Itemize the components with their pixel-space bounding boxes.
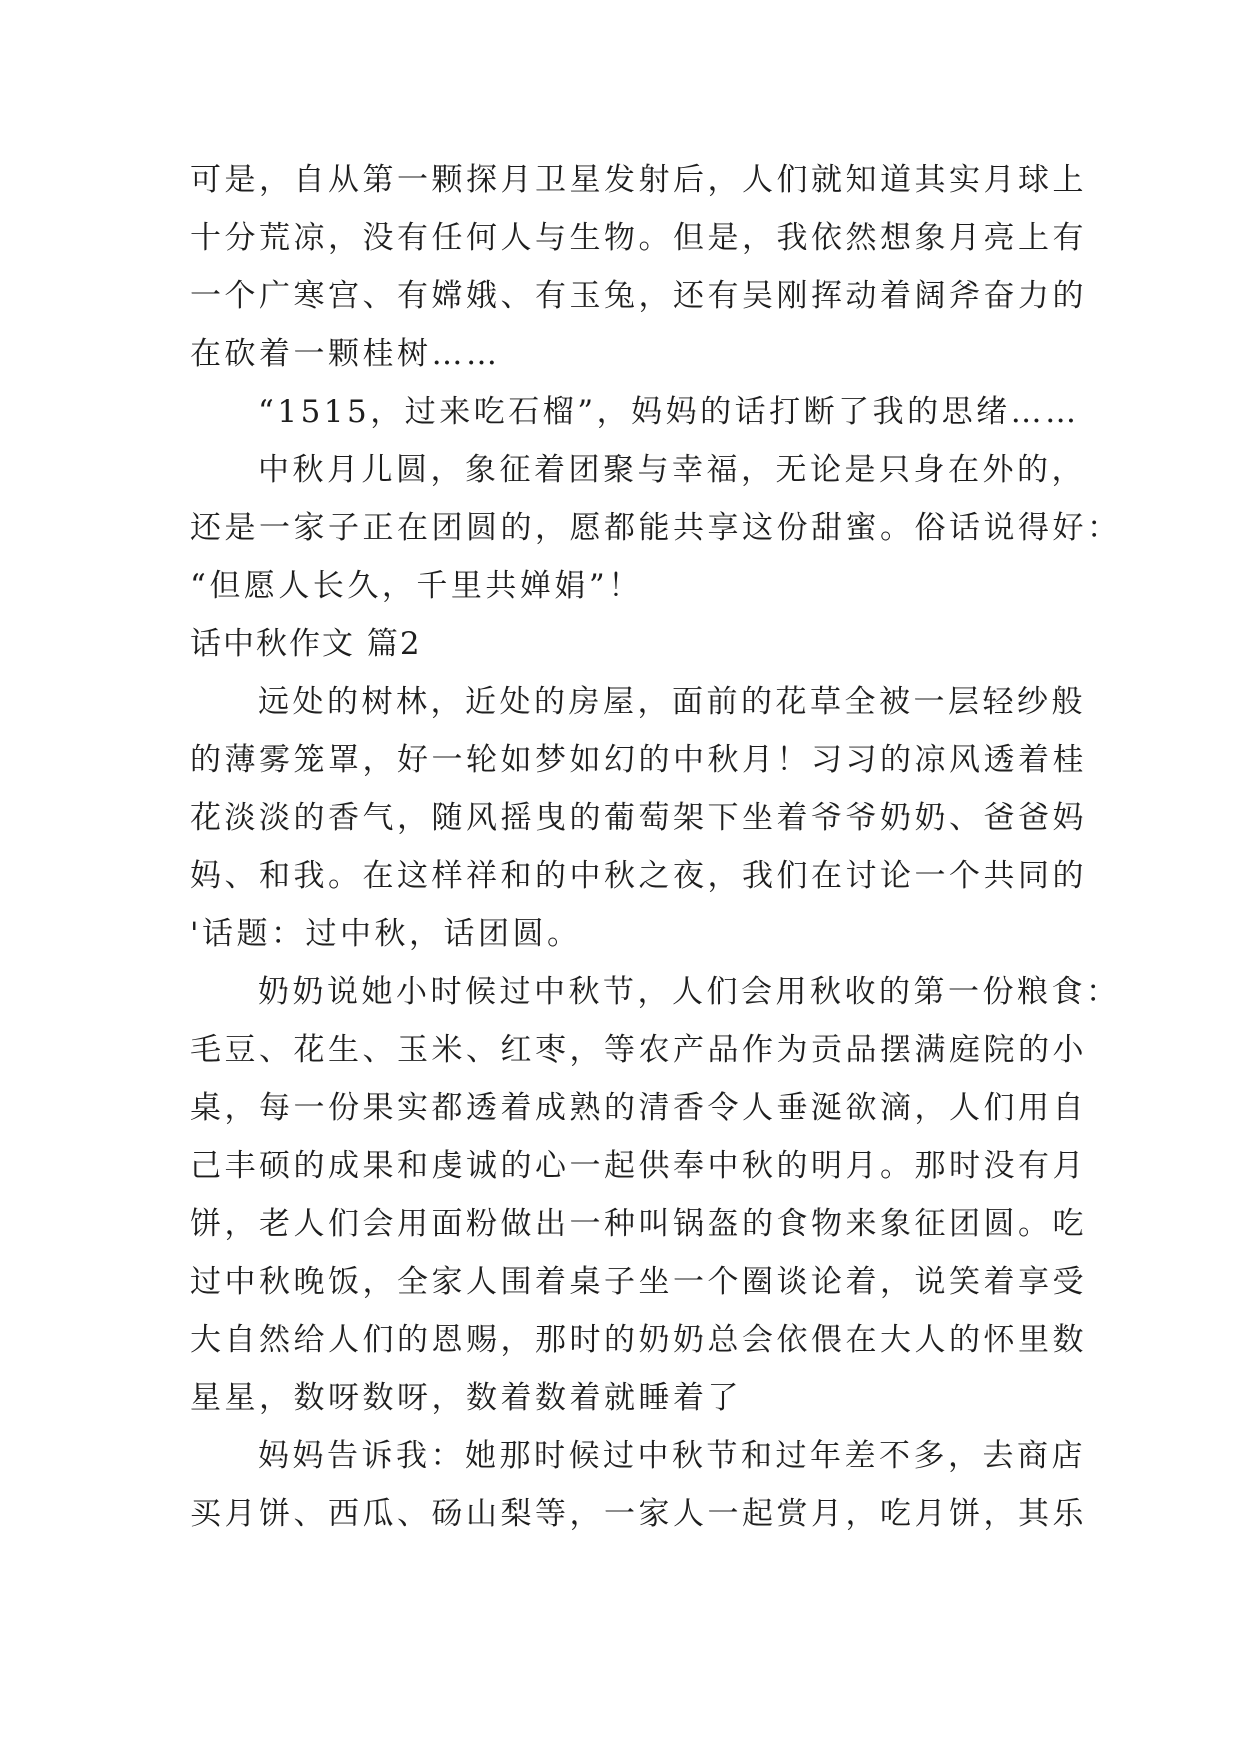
text-line: “但愿人长久，千里共婵娟”！ [190, 568, 643, 604]
text-line: '话题：过中秋，话团圆。 [190, 916, 582, 952]
text-line: 花淡淡的香气，随风摇曳的葡萄架下坐着爷爷奶奶、爸爸妈 [190, 800, 1087, 836]
text-line: 的薄雾笼罩，好一轮如梦如幻的中秋月！习习的凉风透着桂 [190, 742, 1087, 778]
text-line: 买月饼、西瓜、砀山梨等，一家人一起赏月，吃月饼，其乐 [190, 1496, 1087, 1532]
text-line: 大自然给人们的恩赐，那时的奶奶总会依偎在大人的怀里数 [190, 1322, 1087, 1358]
text-line: 奶奶说她小时候过中秋节，人们会用秋收的第一份粮食： [258, 974, 1121, 1010]
text-line: 星星，数呀数呀，数着数着就睡着了 [190, 1380, 742, 1416]
text-line: 一个广寒宫、有嫦娥、有玉兔，还有吴刚挥动着阔斧奋力的 [190, 278, 1087, 314]
text-line: “1515，过来吃石榴”，妈妈的话打断了我的思绪…… [258, 394, 1080, 430]
text-line: 还是一家子正在团圆的，愿都能共享这份甜蜜。俗话说得好： [190, 510, 1122, 546]
text-line: 毛豆、花生、玉米、红枣，等农产品作为贡品摆满庭院的小 [190, 1032, 1087, 1068]
text-line: 远处的树林，近处的房屋，面前的花草全被一层轻纱般 [258, 684, 1086, 720]
text-line: 己丰硕的成果和虔诚的心一起供奉中秋的明月。那时没有月 [190, 1148, 1087, 1184]
text-line: 过中秋晚饭，全家人围着桌子坐一个圈谈论着，说笑着享受 [190, 1264, 1087, 1300]
text-line: 在砍着一颗桂树…… [190, 336, 501, 372]
section-heading: 话中秋作文 篇2 [190, 626, 422, 662]
text-line: 十分荒凉，没有任何人与生物。但是，我依然想象月亮上有 [190, 220, 1087, 256]
text-line: 饼，老人们会用面粉做出一种叫锅盔的食物来象征团圆。吃 [190, 1206, 1087, 1242]
text-line: 妈、和我。在这样祥和的中秋之夜，我们在讨论一个共同的 [190, 858, 1087, 894]
text-line: 中秋月儿圆，象征着团聚与幸福，无论是只身在外的， [258, 452, 1086, 488]
text-line: 可是，自从第一颗探月卫星发射后，人们就知道其实月球上 [190, 162, 1087, 198]
text-line: 桌，每一份果实都透着成熟的清香令人垂涎欲滴，人们用自 [190, 1090, 1087, 1126]
text-line: 妈妈告诉我：她那时候过中秋节和过年差不多，去商店 [258, 1438, 1086, 1474]
